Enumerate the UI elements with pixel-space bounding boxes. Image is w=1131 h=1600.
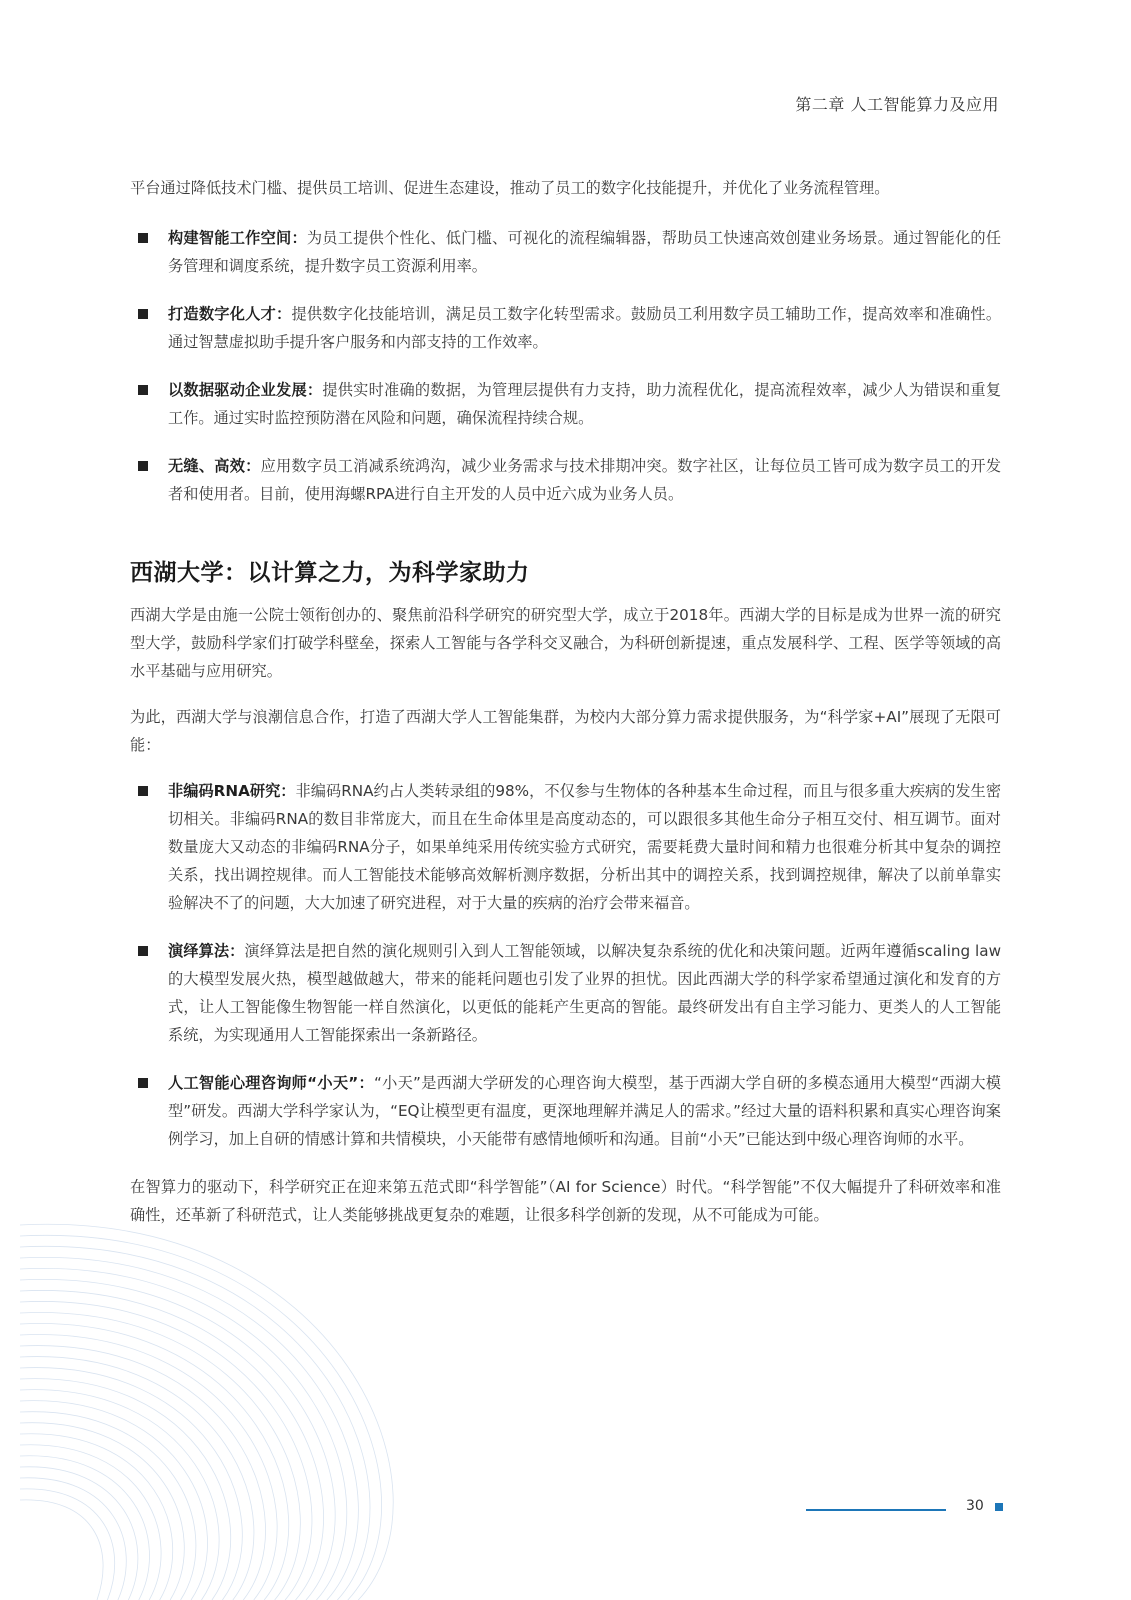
- bullet-list-platform: [130, 224, 1001, 508]
- bullet-text: “小天”是西湖大学研发的心理咨询大模型，基于西湖大学自研的多模态通用大模型“西湖大模型”研发。西湖大学科学家认为，“EQ让模型更有温度，更深地理解并满足人的需求。”经过大量的语料积累和真实心理咨询案例学习，加上自研的情感计算和共情模块，小天能带有感情地倾听和沟通。目前“小天”已能达到中级心理咨询师的水平。: [168, 1074, 1001, 1148]
- section-paragraph-2: 为此，西湖大学与浪潮信息合作，打造了西湖大学人工智能集群，为校内大部分算力需求提供服务，为“科学家+AI”展现了无限可能：: [130, 708, 1001, 754]
- square-bullet-icon: [138, 1078, 148, 1088]
- page-marker-icon: [995, 1503, 1003, 1511]
- bullet-title: 构建智能工作空间：: [168, 229, 307, 247]
- page-number: 30: [966, 1498, 984, 1514]
- square-bullet-icon: [138, 946, 148, 956]
- closing-paragraph: 在智算力的驱动下，科学研究正在迎来第五范式即“科学智能”（AI for Science）时代。“科学智能”不仅大幅提升了科研效率和准确性，还革新了科研范式，让人类能够挑战更复杂的难题，让很多科学创新的发现，从不可能成为可能。: [130, 1178, 1001, 1224]
- footer-accent-line: [806, 1509, 946, 1511]
- square-bullet-icon: [138, 233, 148, 243]
- square-bullet-icon: [138, 786, 148, 796]
- bullet-text: 非编码RNA约占人类转录组的98%，不仅参与生物体的各种基本生命过程，而且与很多重大疾病的发生密切相关。非编码RNA的数目非常庞大，而且在生命体里是高度动态的，可以跟很多其他生命分子相互交付、相互调节。面对数量庞大又动态的非编码RNA分子，如果单纯采用传统实验方式研究，需要耗费大量时间和精力也很难分析其中复杂的调控关系，找出调控规律。而人工智能技术能够高效解析测序数据，分析出其中的调控关系，找到调控规律，解决了以前单靠实验解决不了的问题，大大加速了研究进程，对于大量的疾病的治疗会带来福音。: [168, 782, 1001, 912]
- list-item: [130, 224, 1001, 280]
- list-item: [130, 452, 1001, 508]
- page-body: [130, 174, 1001, 1229]
- bullet-text: 为员工提供个性化、低门槛、可视化的流程编辑器，帮助员工快速高效创建业务场景。通过智能化的任务管理和调度系统，提升数字员工资源利用率。: [168, 229, 1002, 275]
- bullet-title: 人工智能心理咨询师“小天”：: [168, 1074, 374, 1092]
- bullet-title: 打造数字化人才：: [168, 305, 292, 323]
- bullet-title: 以数据驱动企业发展：: [168, 381, 323, 399]
- bullet-text: 应用数字员工消减系统鸿沟，减少业务需求与技术排期冲突。数字社区，让每位员工皆可成为数字员工的开发者和使用者。目前，使用海螺RPA进行自主开发的人员中近六成为业务人员。: [168, 457, 1002, 503]
- bullet-text: 提供数字化技能培训，满足员工数字化转型需求。鼓励员工利用数字员工辅助工作，提高效率和准确性。通过智慧虚拟助手提升客户服务和内部支持的工作效率。: [168, 305, 1002, 351]
- list-item: [130, 376, 1001, 432]
- list-item: [130, 937, 1001, 1049]
- intro-paragraph: 平台通过降低技术门槛、提供员工培训、促进生态建设，推动了员工的数字化技能提升，并优化了业务流程管理。: [130, 179, 890, 197]
- bullet-title: 无缝、高效：: [168, 457, 261, 475]
- list-item: [130, 300, 1001, 356]
- bullet-text: 提供实时准确的数据，为管理层提供有力支持，助力流程优化，提高流程效率，减少人为错误和重复工作。通过实时监控预防潜在风险和问题，确保流程持续合规。: [168, 381, 1002, 427]
- section-paragraph-1: 西湖大学是由施一公院士领衔创办的、聚焦前沿科学研究的研究型大学，成立于2018年。西湖大学的目标是成为世界一流的研究型大学，鼓励科学家们打破学科壁垒，探索人工智能与各学科交叉融合，为科研创新提速，重点发展科学、工程、医学等领域的高水平基础与应用研究。: [130, 606, 1001, 680]
- square-bullet-icon: [138, 385, 148, 395]
- bullet-title: 非编码RNA研究：: [168, 782, 296, 800]
- bullet-list-westlake: [130, 777, 1001, 1153]
- section-heading: 西湖大学：以计算之力，为科学家助力: [130, 560, 530, 586]
- bullet-text: 演绎算法是把自然的演化规则引入到人工智能领域，以解决复杂系统的优化和决策问题。近两年遵循scaling law的大模型发展火热，模型越做越大，带来的能耗问题也引发了业界的担忧。因此西湖大学的科学家希望通过演化和发育的方式，让人工智能像生物智能一样自然演化，以更低的能耗产生更高的智能。最终研发出有自主学习能力、更类人的人工智能系统，为实现通用人工智能探索出一条新路径。: [168, 942, 1001, 1044]
- chapter-header: 第二章 人工智能算力及应用: [795, 95, 999, 114]
- square-bullet-icon: [138, 309, 148, 319]
- list-item: [130, 1069, 1001, 1153]
- bullet-title: 演绎算法：: [168, 942, 245, 960]
- square-bullet-icon: [138, 461, 148, 471]
- list-item: [130, 777, 1001, 917]
